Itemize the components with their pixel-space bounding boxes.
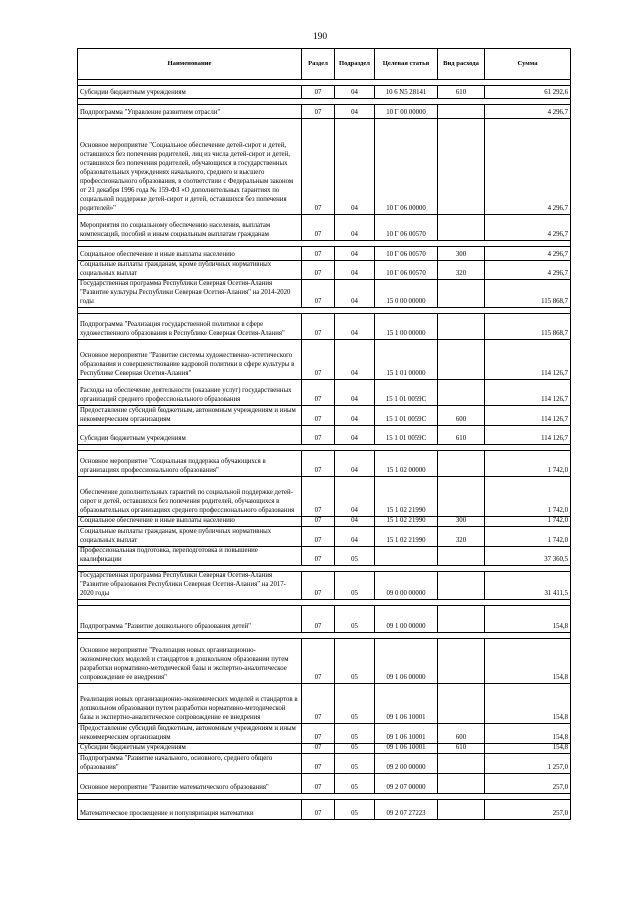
cell-sum: 154,8 [485,683,571,723]
table-row [78,753,571,773]
header-podrazdel: Подраздел [335,49,375,80]
cell-expense-type: 320 [438,261,485,280]
cell-razdel: 07 [302,405,335,425]
cell-target-article: 10 Г 06 00000 [375,119,438,215]
cell-sum: 154,8 [485,638,571,683]
cell-name: Субсидии бюджетным учреждениям [78,425,302,444]
cell-name: Предоставление субсидий бюджетным, автономным учреждениям и иным некоммерческим организациям [78,405,302,425]
cell-podrazdel: 04 [335,215,375,241]
cell-sum: 4 296,7 [485,119,571,215]
cell-name: Обеспечение дополнительных гарантий по социальной поддержке детей-сирот и детей, оставшихся без попечения родителей, обучающихся в образовательных организациях среднего профессионального образования [78,476,302,516]
cell-name: Основное мероприятие "Развитие системы художественно-эстетического образования и совершенствование кадровой политики в сфере культуры в Республике Северная Осетия-Алания" [78,339,302,379]
cell-expense-type [438,753,485,773]
cell-expense-type [438,683,485,723]
cell-podrazdel: 05 [335,638,375,683]
cell-target-article: 15 1 01 0059С [375,379,438,405]
table-row [78,526,571,546]
cell-target-article: 10 Г 00 00000 [375,105,438,119]
cell-podrazdel: 05 [335,683,375,723]
cell-name: Субсидии бюджетным учреждениям [78,743,302,753]
cell-name: Государственная программа Республики Северная Осетия-Алания "Развитие культуры Республики Северная Осетия-Алания" на 2014-2020 годы [78,279,302,307]
cell-name: Математическое просвещение и популяризация математики [78,799,302,819]
table-row [78,247,571,261]
cell-razdel: 07 [302,753,335,773]
cell-podrazdel: 04 [335,261,375,280]
cell-name: Основное мероприятие "Развитие математического образования" [78,773,302,793]
cell-name: Основное мероприятие "Реализация новых организационно-экономических моделей и стандартов в дошкольном образовании путем разработки нормативно-методической базы и экспертно-аналитическое сопровождение ее внедрения" [78,638,302,683]
cell-expense-type [438,773,485,793]
table-row [78,313,571,339]
cell-name: Подпрограмма "Управление развитием отрасли" [78,105,302,119]
cell-target-article: 09 1 06 10001 [375,683,438,723]
cell-razdel: 07 [302,605,335,632]
cell-name: Предоставление субсидий бюджетным, автономным учреждениям и иным некоммерческим организациям [78,723,302,743]
cell-razdel: 07 [302,313,335,339]
cell-target-article: 09 1 06 10001 [375,723,438,743]
header-expense-type: Вид расхода [438,49,485,80]
cell-expense-type [438,105,485,119]
table-row [78,723,571,743]
cell-podrazdel: 05 [335,605,375,632]
table-row [78,799,571,819]
cell-razdel: 07 [302,476,335,516]
cell-name: Социальные выплаты гражданам, кроме публичных нормативных социальных выплат [78,526,302,546]
table-row [78,119,571,215]
cell-sum: 114 126,7 [485,339,571,379]
cell-target-article [375,546,438,565]
cell-name: Расходы на обеспечение деятельности (оказание услуг) государственных организаций среднего профессионального образования [78,379,302,405]
cell-name: Профессиональная подготовка, переподготовка и повышение квалификации [78,546,302,565]
cell-sum: 4 296,7 [485,105,571,119]
cell-target-article: 15 1 01 0059С [375,405,438,425]
cell-expense-type [438,379,485,405]
cell-razdel: 07 [302,105,335,119]
cell-target-article: 10 Г 06 00570 [375,247,438,261]
cell-target-article: 09 1 06 10001 [375,743,438,753]
cell-expense-type [438,313,485,339]
cell-target-article: 09 2 00 00000 [375,753,438,773]
cell-sum: 4 296,7 [485,261,571,280]
cell-sum: 4 296,7 [485,215,571,241]
cell-target-article: 09 1 06 00000 [375,638,438,683]
cell-razdel: 07 [302,546,335,565]
cell-podrazdel: 04 [335,526,375,546]
cell-name: Социальное обеспечение и иные выплаты населению [78,247,302,261]
cell-sum: 31 411,5 [485,571,571,599]
cell-target-article: 15 1 02 21990 [375,526,438,546]
cell-expense-type: 610 [438,743,485,753]
cell-name: Подпрограмма "Реализация государственной политики в сфере художественного образования в Республике Северная Осетия-Алания" [78,313,302,339]
cell-target-article: 15 0 00 00000 [375,279,438,307]
cell-podrazdel: 04 [335,476,375,516]
cell-podrazdel: 05 [335,753,375,773]
table-row [78,261,571,280]
cell-razdel: 07 [302,799,335,819]
cell-sum: 1 257,0 [485,753,571,773]
cell-podrazdel: 04 [335,279,375,307]
cell-expense-type [438,546,485,565]
table-row [78,546,571,565]
cell-expense-type [438,605,485,632]
cell-expense-type: 610 [438,86,485,99]
cell-razdel: 07 [302,247,335,261]
cell-target-article: 15 1 02 00000 [375,450,438,476]
cell-expense-type: 610 [438,425,485,444]
cell-expense-type [438,571,485,599]
cell-sum: 154,8 [485,605,571,632]
cell-expense-type: 600 [438,723,485,743]
cell-expense-type [438,476,485,516]
cell-podrazdel: 05 [335,571,375,599]
cell-expense-type [438,638,485,683]
cell-razdel: 07 [302,379,335,405]
cell-expense-type [438,215,485,241]
header-target-article: Целевая статья [375,49,438,80]
cell-podrazdel: 05 [335,743,375,753]
cell-razdel: 07 [302,516,335,526]
cell-expense-type [438,450,485,476]
cell-podrazdel: 04 [335,450,375,476]
table-row [78,773,571,793]
cell-name: Подпрограмма "Развитие дошкольного образования детей" [78,605,302,632]
header-sum: Сумма [485,49,571,80]
table-row [78,683,571,723]
table-row [78,86,571,99]
cell-sum: 115 868,7 [485,279,571,307]
table-row [78,638,571,683]
cell-name: Реализация новых организационно-экономических моделей и стандартов в дошкольном образовании путем разработки нормативно-методической базы и экспертно-аналитическое сопровождение ее внедрения [78,683,302,723]
cell-target-article: 10 6 N5 28141 [375,86,438,99]
cell-sum: 257,0 [485,773,571,793]
table-row [78,476,571,516]
cell-sum: 37 360,5 [485,546,571,565]
budget-table [77,48,571,820]
cell-expense-type [438,279,485,307]
cell-sum: 1 742,0 [485,516,571,526]
cell-name: Социальные выплаты гражданам, кроме публичных нормативных социальных выплат [78,261,302,280]
table-row [78,339,571,379]
cell-podrazdel: 05 [335,723,375,743]
cell-expense-type [438,339,485,379]
cell-razdel: 07 [302,723,335,743]
cell-podrazdel: 04 [335,379,375,405]
cell-razdel: 07 [302,339,335,379]
cell-razdel: 07 [302,215,335,241]
cell-expense-type: 600 [438,405,485,425]
cell-podrazdel: 05 [335,773,375,793]
cell-razdel: 07 [302,261,335,280]
cell-sum: 1 742,0 [485,476,571,516]
cell-name: Мероприятия по социальному обеспечению населения, выплатам компенсаций, пособий и иным социальным выплатам гражданам [78,215,302,241]
cell-expense-type: 320 [438,526,485,546]
cell-expense-type: 300 [438,516,485,526]
cell-razdel: 07 [302,425,335,444]
cell-razdel: 07 [302,86,335,99]
cell-podrazdel: 05 [335,799,375,819]
cell-sum: 115 868,7 [485,313,571,339]
cell-razdel: 07 [302,450,335,476]
table-row [78,516,571,526]
cell-sum: 61 292,6 [485,86,571,99]
cell-target-article: 09 0 00 00000 [375,571,438,599]
cell-podrazdel: 04 [335,105,375,119]
table-row [78,215,571,241]
cell-sum: 1 742,0 [485,526,571,546]
table-row [78,605,571,632]
cell-target-article: 15 1 02 21990 [375,516,438,526]
page-number: 190 [312,32,328,42]
cell-expense-type [438,799,485,819]
cell-razdel: 07 [302,743,335,753]
cell-target-article: 15 1 01 0059С [375,425,438,444]
cell-target-article: 09 2 07 27223 [375,799,438,819]
cell-podrazdel: 04 [335,313,375,339]
table-row [78,105,571,119]
cell-name: Основное мероприятие "Социальное обеспечение детей-сирот и детей, оставшихся без попечения родителей, лиц из числа детей-сирот и детей, оставшихся без попечения родителей, обучающихся в государственных образовательных учреждениях начального, среднего и высшего профессионального образования, в соответствии с Федеральным законом от 21 декабря 1996 года № 159-ФЗ «О дополнительных гарантиях по социальной поддержке детей-сирот и детей, оставшихся без попечения родителей»" [78,119,302,215]
cell-razdel: 07 [302,638,335,683]
table-row [78,450,571,476]
cell-name: Социальное обеспечение и иные выплаты населению [78,516,302,526]
header-name: Наименование [78,49,302,80]
cell-razdel: 07 [302,119,335,215]
cell-sum: 4 296,7 [485,247,571,261]
cell-name: Подпрограмма "Развитие начального, основного, среднего общего образования" [78,753,302,773]
cell-target-article: 09 2 07 00000 [375,773,438,793]
cell-razdel: 07 [302,526,335,546]
cell-podrazdel: 04 [335,119,375,215]
cell-podrazdel: 04 [335,247,375,261]
cell-sum: 154,8 [485,743,571,753]
cell-target-article: 15 1 00 00000 [375,313,438,339]
cell-sum: 257,0 [485,799,571,819]
cell-name: Субсидии бюджетным учреждениям [78,86,302,99]
cell-sum: 114 126,7 [485,425,571,444]
cell-podrazdel: 04 [335,405,375,425]
cell-target-article: 15 1 01 00000 [375,339,438,379]
cell-sum: 1 742,0 [485,450,571,476]
cell-expense-type [438,119,485,215]
table-row [78,379,571,405]
cell-target-article: 10 Г 06 00570 [375,261,438,280]
cell-razdel: 07 [302,773,335,793]
cell-podrazdel: 04 [335,86,375,99]
cell-sum: 114 126,7 [485,379,571,405]
cell-target-article: 09 1 00 00000 [375,605,438,632]
cell-podrazdel: 04 [335,339,375,379]
cell-name: Основное мероприятие "Социальная поддержка обучающихся в организациях профессионального образования" [78,450,302,476]
cell-target-article: 10 Г 06 00570 [375,215,438,241]
cell-razdel: 07 [302,683,335,723]
table-row [78,425,571,444]
header-razdel: Раздел [302,49,335,80]
table-row [78,279,571,307]
cell-podrazdel: 04 [335,516,375,526]
cell-razdel: 07 [302,279,335,307]
cell-razdel: 07 [302,571,335,599]
table-row [78,571,571,599]
cell-podrazdel: 05 [335,546,375,565]
cell-podrazdel: 04 [335,425,375,444]
table-header-row [78,49,571,80]
cell-expense-type: 300 [438,247,485,261]
table-row [78,405,571,425]
cell-sum: 154,8 [485,723,571,743]
cell-sum: 114 126,7 [485,405,571,425]
table-row [78,743,571,753]
cell-name: Государственная программа Республики Северная Осетия-Алания "Развитие образования Республики Северная Осетия-Алания" на 2017-2020 годы [78,571,302,599]
cell-target-article: 15 1 02 21990 [375,476,438,516]
